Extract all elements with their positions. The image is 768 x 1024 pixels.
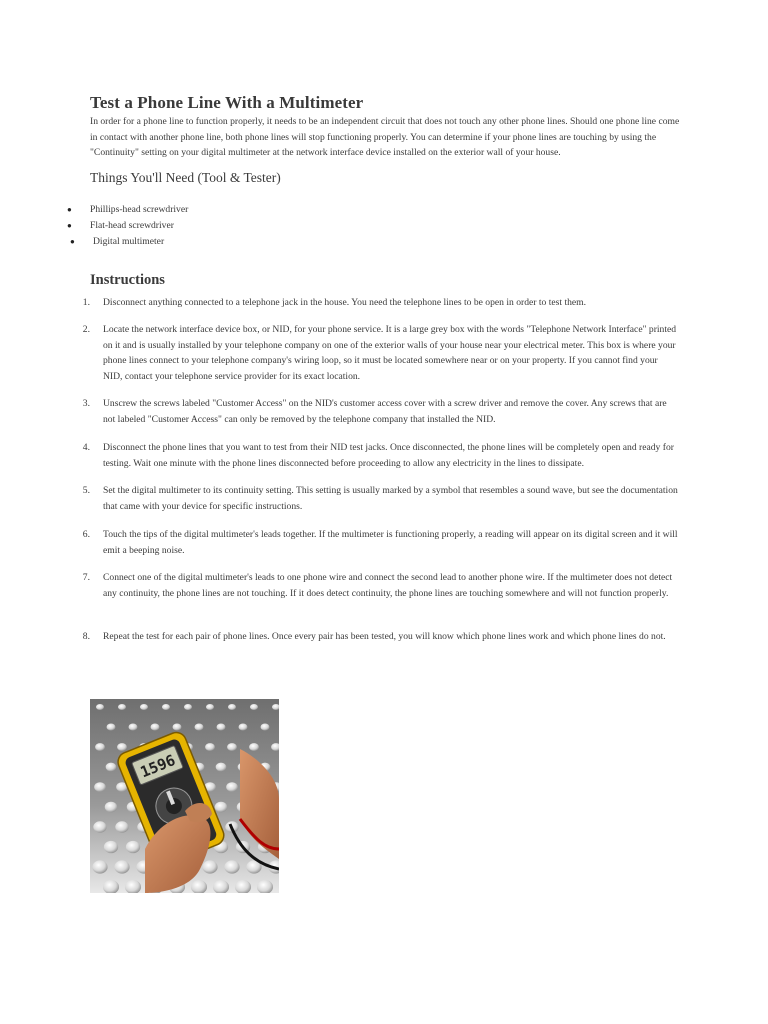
- step-text: Set the digital multimeter to its continuity setting. This setting is usually marked by a symbol that resembles a sound wave, but see the documentation that came with your device for specific instructions.: [103, 485, 678, 512]
- plate-dot: [93, 821, 106, 832]
- plate-dot: [249, 743, 259, 751]
- document-title: Test a Phone Line With a Multimeter: [90, 93, 364, 112]
- list-item-text: Flat-head screwdriver: [90, 220, 174, 231]
- step-text: Touch the tips of the digital multimeter's leads together. If the multimeter is functioning properly, a reading will appear on its digital screen and it will emit a beeping noise.: [103, 529, 678, 556]
- plate-dot: [162, 704, 170, 710]
- step-number: 8.: [82, 631, 90, 642]
- step-number: 4.: [82, 442, 90, 453]
- plate-dot: [117, 743, 127, 751]
- plate-dot: [206, 704, 214, 710]
- plate-dot: [217, 724, 226, 731]
- plate-dot: [140, 704, 148, 710]
- intro-paragraph: In order for a phone line to function properly, it needs to be an independent circuit that does not touch any other phone lines. Should one phone line come in contact with another phone line, both phone lines will stop functioning properly. You can determine if your phone lines are touching by using the "Continuity" setting on your digital multimeter at the network interface device installed on the exterior wall of your house.: [90, 116, 680, 158]
- list-item-text: Phillips-head screwdriver: [90, 204, 189, 215]
- list-item-text: Digital multimeter: [93, 236, 165, 247]
- plate-dot: [224, 860, 239, 873]
- step-text: Locate the network interface device box, or NID, for your phone service. It is a large grey box with the words "Telephone Network Interface" printed on it and is usually installed by your telephone company on one of the exterior walls of your house near your electrical meter. This box is where your phone lines connect to your telephone company's wiring loop, so it must be located somewhere near or on your property. If you cannot find your NID, contact your telephone service provider for its exact location.: [103, 324, 677, 382]
- plate-dot: [228, 704, 236, 710]
- plate-dot: [106, 763, 117, 772]
- things-needed-heading: Things You'll Need (Tool & Tester): [90, 170, 281, 185]
- step-text: Disconnect the phone lines that you want to test from their NID test jacks. Once disconnected, the phone lines will be completely open and ready for testing. Wait one minute with the phone lines disconnected before proceeding to allow any electricity in the lines to dissipate.: [103, 442, 674, 469]
- plate-dot: [96, 704, 104, 710]
- plate-dot: [202, 860, 217, 873]
- multimeter-illustration: [90, 699, 279, 893]
- plate-dot: [173, 724, 182, 731]
- plate-dot: [129, 724, 138, 731]
- multimeter-photo: [90, 699, 279, 893]
- plate-dot: [92, 860, 107, 873]
- step-text: Disconnect anything connected to a telephone jack in the house. You need the telephone lines to be open in order to test them.: [103, 297, 587, 308]
- plate-dot: [227, 743, 237, 751]
- plate-dot: [114, 860, 129, 873]
- step-text: Connect one of the digital multimeter's leads to one phone wire and connect the second lead to another phone wire. If the multimeter does not detect any continuity, the phone lines are not touching. If it does detect continuity, the phone lines are touching somewhere and will not function properly.: [103, 572, 673, 599]
- plate-dot: [205, 743, 215, 751]
- plate-dot: [184, 704, 192, 710]
- bullet-icon: ●: [67, 221, 72, 230]
- multimeter-display-reading: 1596: [137, 751, 178, 782]
- plate-dot: [107, 724, 116, 731]
- plate-dot: [250, 704, 258, 710]
- step-text: Unscrew the screws labeled "Customer Access" on the NID's customer access cover with a screw driver and remove the cover. Any screws that are not labeled "Customer Access" can only be removed by the telephone company that installed the NID.: [103, 398, 667, 425]
- step-text: Repeat the test for each pair of phone lines. Once every pair has been tested, you will know which phone lines work and which phone lines do not.: [103, 631, 666, 642]
- plate-dot: [104, 841, 118, 853]
- plate-dot: [215, 802, 228, 813]
- plate-dot: [151, 724, 160, 731]
- plate-dot: [95, 743, 105, 751]
- plate-dot: [126, 841, 140, 853]
- bullet-icon: ●: [67, 205, 72, 214]
- plate-dot: [195, 724, 204, 731]
- step-number: 5.: [82, 485, 90, 496]
- step-number: 3.: [82, 398, 90, 409]
- plate-dot: [216, 763, 227, 772]
- plate-dot: [94, 782, 106, 792]
- plate-dot: [115, 821, 128, 832]
- step-number: 6.: [82, 529, 90, 540]
- step-number: 7.: [82, 572, 90, 583]
- step-number: 1.: [82, 297, 90, 308]
- bullet-icon: ●: [70, 237, 75, 246]
- plate-dot: [105, 802, 118, 813]
- instructions-heading: Instructions: [90, 272, 165, 288]
- plate-dot: [261, 724, 270, 731]
- plate-dot: [226, 782, 238, 792]
- plate-dot: [239, 724, 248, 731]
- plate-dot: [118, 704, 126, 710]
- step-number: 2.: [82, 324, 90, 335]
